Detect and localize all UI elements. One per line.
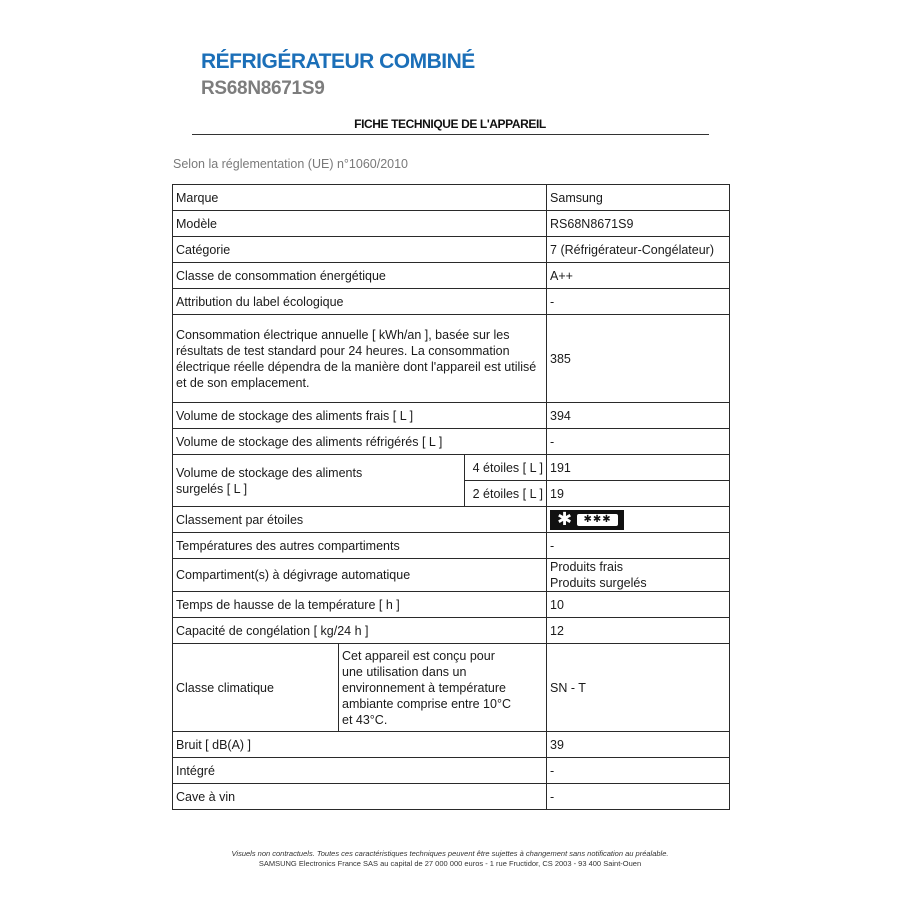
row-value: A++ [547,263,730,289]
row-label: Consommation électrique annuelle [ kWh/an ], basée sur les résultats de test standard pour 24 heures. La consommation électrique réelle dépendra de la manière dont l'appareil est utilisé et de son emplacement. [173,315,547,403]
row-label: Températures des autres compartiments [173,533,547,559]
table-row [173,732,730,758]
document-title: RÉFRIGÉRATEUR COMBINÉ [201,50,475,73]
row-value: - [547,533,730,559]
row-value: 39 [547,732,730,758]
row-label: Intégré [173,758,547,784]
three-star-icon: ✱✱✱ [577,514,618,526]
table-row [173,592,730,618]
row-label: Temps de hausse de la température [ h ] [173,592,547,618]
row-value: - [547,429,730,455]
table-row [173,644,730,732]
table-row [173,533,730,559]
star-icon: ✱ [557,508,573,530]
row-label: Catégorie [173,237,547,263]
sheet-title: FICHE TECHNIQUE DE L'APPAREIL [354,117,546,131]
four-star-label: 4 étoiles [ L ] [465,455,547,481]
row-label: Cave à vin [173,784,547,810]
regulation-note: Selon la réglementation (UE) n°1060/2010 [173,157,409,171]
row-value: 10 [547,592,730,618]
row-value: RS68N8671S9 [547,211,730,237]
row-label: Modèle [173,211,547,237]
row-value: - [547,758,730,784]
row-label: Volume de stockage des aliments frais [ L ] [173,403,547,429]
model-subtitle: RS68N8671S9 [201,78,325,99]
table-row [173,618,730,644]
footer-disclaimer [150,849,750,869]
row-value: Samsung [547,185,730,211]
table-row [173,559,730,592]
row-label: Marque [173,185,547,211]
row-label: Classe de consommation énergétique [173,263,547,289]
row-value: - [547,289,730,315]
row-label: Volume de stockage des aliments réfrigérés [ L ] [173,429,547,455]
two-star-label: 2 étoiles [ L ] [465,481,547,507]
table-row [173,403,730,429]
title-divider [192,134,709,135]
table-row [173,185,730,211]
table-row [173,758,730,784]
row-value: - [547,784,730,810]
spec-table [172,184,730,810]
table-row [173,289,730,315]
row-value: 7 (Réfrigérateur-Congélateur) [547,237,730,263]
two-star-value: 19 [547,481,730,507]
climate-description: Cet appareil est conçu pour une utilisation dans un environnement à température ambiante comprise entre 10°C et 43°C. [339,644,547,732]
footer-line-2: SAMSUNG Electronics France SAS au capital de 27 000 000 euros - 1 rue Fructidor, CS 2003 - 93 400 Saint-Ouen [258,859,642,868]
table-row [173,211,730,237]
row-label: Attribution du label écologique [173,289,547,315]
row-label: Classe climatique [173,644,339,732]
table-row [173,263,730,289]
table-row [173,784,730,810]
row-label: Capacité de congélation [ kg/24 h ] [173,618,547,644]
row-label: Classement par étoiles [173,507,547,533]
row-value: SN - T [547,644,730,732]
row-value [547,559,730,592]
defrost-value-frozen: Produits surgelés [550,576,647,590]
row-value: 385 [547,315,730,403]
table-row [173,429,730,455]
table-row [173,455,730,481]
table-row [173,315,730,403]
row-label: Volume de stockage des aliments surgelés [ L ] [173,455,465,507]
footer-line-1: Visuels non contractuels. Toutes ces caractéristiques techniques peuvent être sujettes à changement sans notification au préalable. [231,849,669,858]
table-row [173,507,730,533]
table-row [173,237,730,263]
defrost-value-fresh: Produits frais [550,560,623,574]
row-value [547,507,730,533]
row-label: Bruit [ dB(A) ] [173,732,547,758]
row-value: 394 [547,403,730,429]
row-label: Compartiment(s) à dégivrage automatique [173,559,547,592]
row-value: 12 [547,618,730,644]
four-star-value: 191 [547,455,730,481]
star-rating-icon [550,510,624,530]
